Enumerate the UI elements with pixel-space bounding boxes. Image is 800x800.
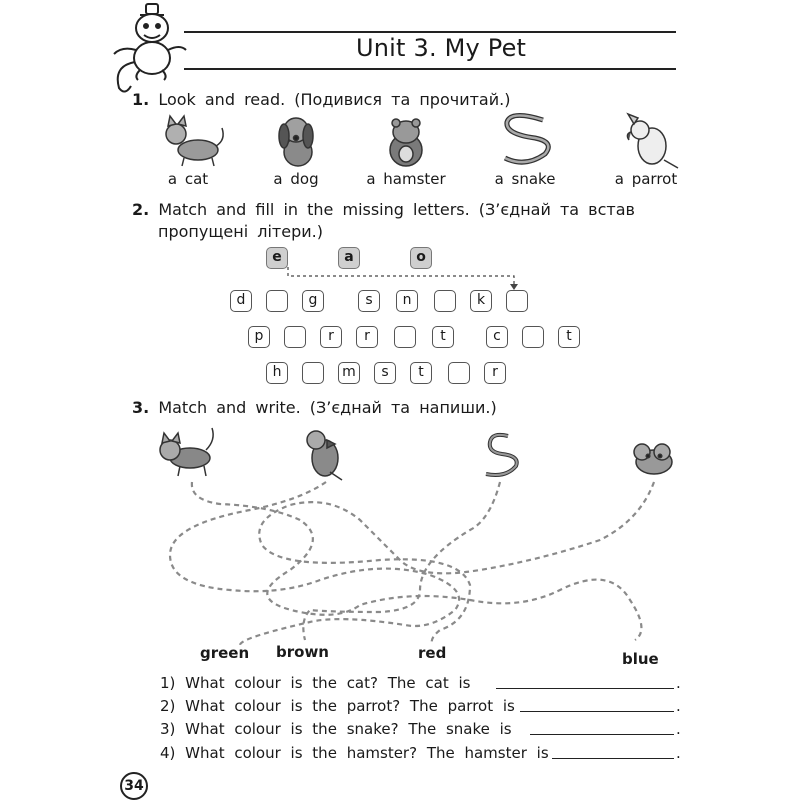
monkey-mascot-icon xyxy=(114,4,186,92)
colour-green: green xyxy=(200,644,250,662)
question-4: 4) What colour is the hamster? The hamster is xyxy=(160,744,549,762)
task2-instruction-line2: пропущені літери.) xyxy=(158,222,323,241)
snake-letter-4: k xyxy=(470,290,492,312)
snake-icon xyxy=(505,115,548,162)
hamster-letter-6[interactable] xyxy=(448,362,470,384)
hamster-icon xyxy=(390,119,422,166)
period-4: . xyxy=(676,744,681,762)
parrot-letter-4: r xyxy=(356,326,378,348)
page-title: Unit 3. My Pet xyxy=(356,34,527,62)
given-letter-e[interactable]: e xyxy=(266,247,288,269)
snake-letter-3[interactable] xyxy=(434,290,456,312)
colour-blue: blue xyxy=(622,650,659,668)
period-2: . xyxy=(676,697,681,715)
task1-number: 1. xyxy=(132,90,150,109)
answer-line-2[interactable] xyxy=(520,711,674,712)
period-3: . xyxy=(676,720,681,738)
parrot-letter-6: t xyxy=(432,326,454,348)
cat-letter-2[interactable] xyxy=(522,326,544,348)
hamster-letter-1: h xyxy=(266,362,288,384)
question-2: 2) What colour is the parrot? The parrot is xyxy=(160,697,515,715)
caption-snake: a snake xyxy=(494,170,556,188)
hamster-picture-icon xyxy=(634,444,672,474)
given-letter-o[interactable]: o xyxy=(410,247,432,269)
cat-letter-1: c xyxy=(486,326,508,348)
period-1: . xyxy=(676,674,681,692)
task2-instruction-line1: Match and fill in the missing letters. (З’єднай та встав xyxy=(158,200,635,219)
task3-heading xyxy=(132,398,497,417)
cat-picture-icon xyxy=(160,428,213,476)
cat-icon xyxy=(166,116,223,166)
hamster-letter-5: t xyxy=(410,362,432,384)
snake-letter-2: n xyxy=(396,290,418,312)
question-3: 3) What colour is the snake? The snake is xyxy=(160,720,512,738)
dog-letter-1: d xyxy=(230,290,252,312)
parrot-letter-1: p xyxy=(248,326,270,348)
task1-heading xyxy=(132,90,510,109)
example-arrow xyxy=(288,267,514,286)
task2-number: 2. xyxy=(132,200,150,219)
hamster-letter-3: m xyxy=(338,362,360,384)
answer-line-3[interactable] xyxy=(530,734,674,735)
hamster-letter-7: r xyxy=(484,362,506,384)
given-letter-a[interactable]: a xyxy=(338,247,360,269)
snake-picture-icon xyxy=(486,435,517,475)
task3-number: 3. xyxy=(132,398,150,417)
colour-brown: brown xyxy=(276,643,329,661)
snake-letter-5[interactable] xyxy=(506,290,528,312)
matching-maze[interactable] xyxy=(170,482,654,645)
caption-cat: a cat xyxy=(167,170,209,188)
task1-instruction: Look and read. (Подивися та прочитай.) xyxy=(158,90,511,109)
page-number: 34 xyxy=(120,772,148,800)
parrot-picture-icon xyxy=(307,431,342,480)
parrot-letter-2[interactable] xyxy=(284,326,306,348)
dog-letter-3: g xyxy=(302,290,324,312)
header-rule-top xyxy=(184,31,676,33)
hamster-letter-2[interactable] xyxy=(302,362,324,384)
caption-parrot: a parrot xyxy=(614,170,678,188)
parrot-letter-5[interactable] xyxy=(394,326,416,348)
answer-line-4[interactable] xyxy=(552,758,674,759)
task2-heading xyxy=(132,200,635,219)
caption-dog: a dog xyxy=(273,170,319,188)
cat-letter-3: t xyxy=(558,326,580,348)
dog-icon xyxy=(279,118,313,166)
task3-instruction: Match and write. (З’єднай та напиши.) xyxy=(158,398,497,417)
dog-letter-2[interactable] xyxy=(266,290,288,312)
hamster-letter-4: s xyxy=(374,362,396,384)
header-rule-bottom xyxy=(184,68,676,70)
parrot-icon xyxy=(627,114,678,168)
question-1: 1) What colour is the cat? The cat is xyxy=(160,674,471,692)
caption-hamster: a hamster xyxy=(366,170,446,188)
parrot-letter-3: r xyxy=(320,326,342,348)
answer-line-1[interactable] xyxy=(496,688,674,689)
snake-letter-1: s xyxy=(358,290,380,312)
colour-red: red xyxy=(418,644,447,662)
